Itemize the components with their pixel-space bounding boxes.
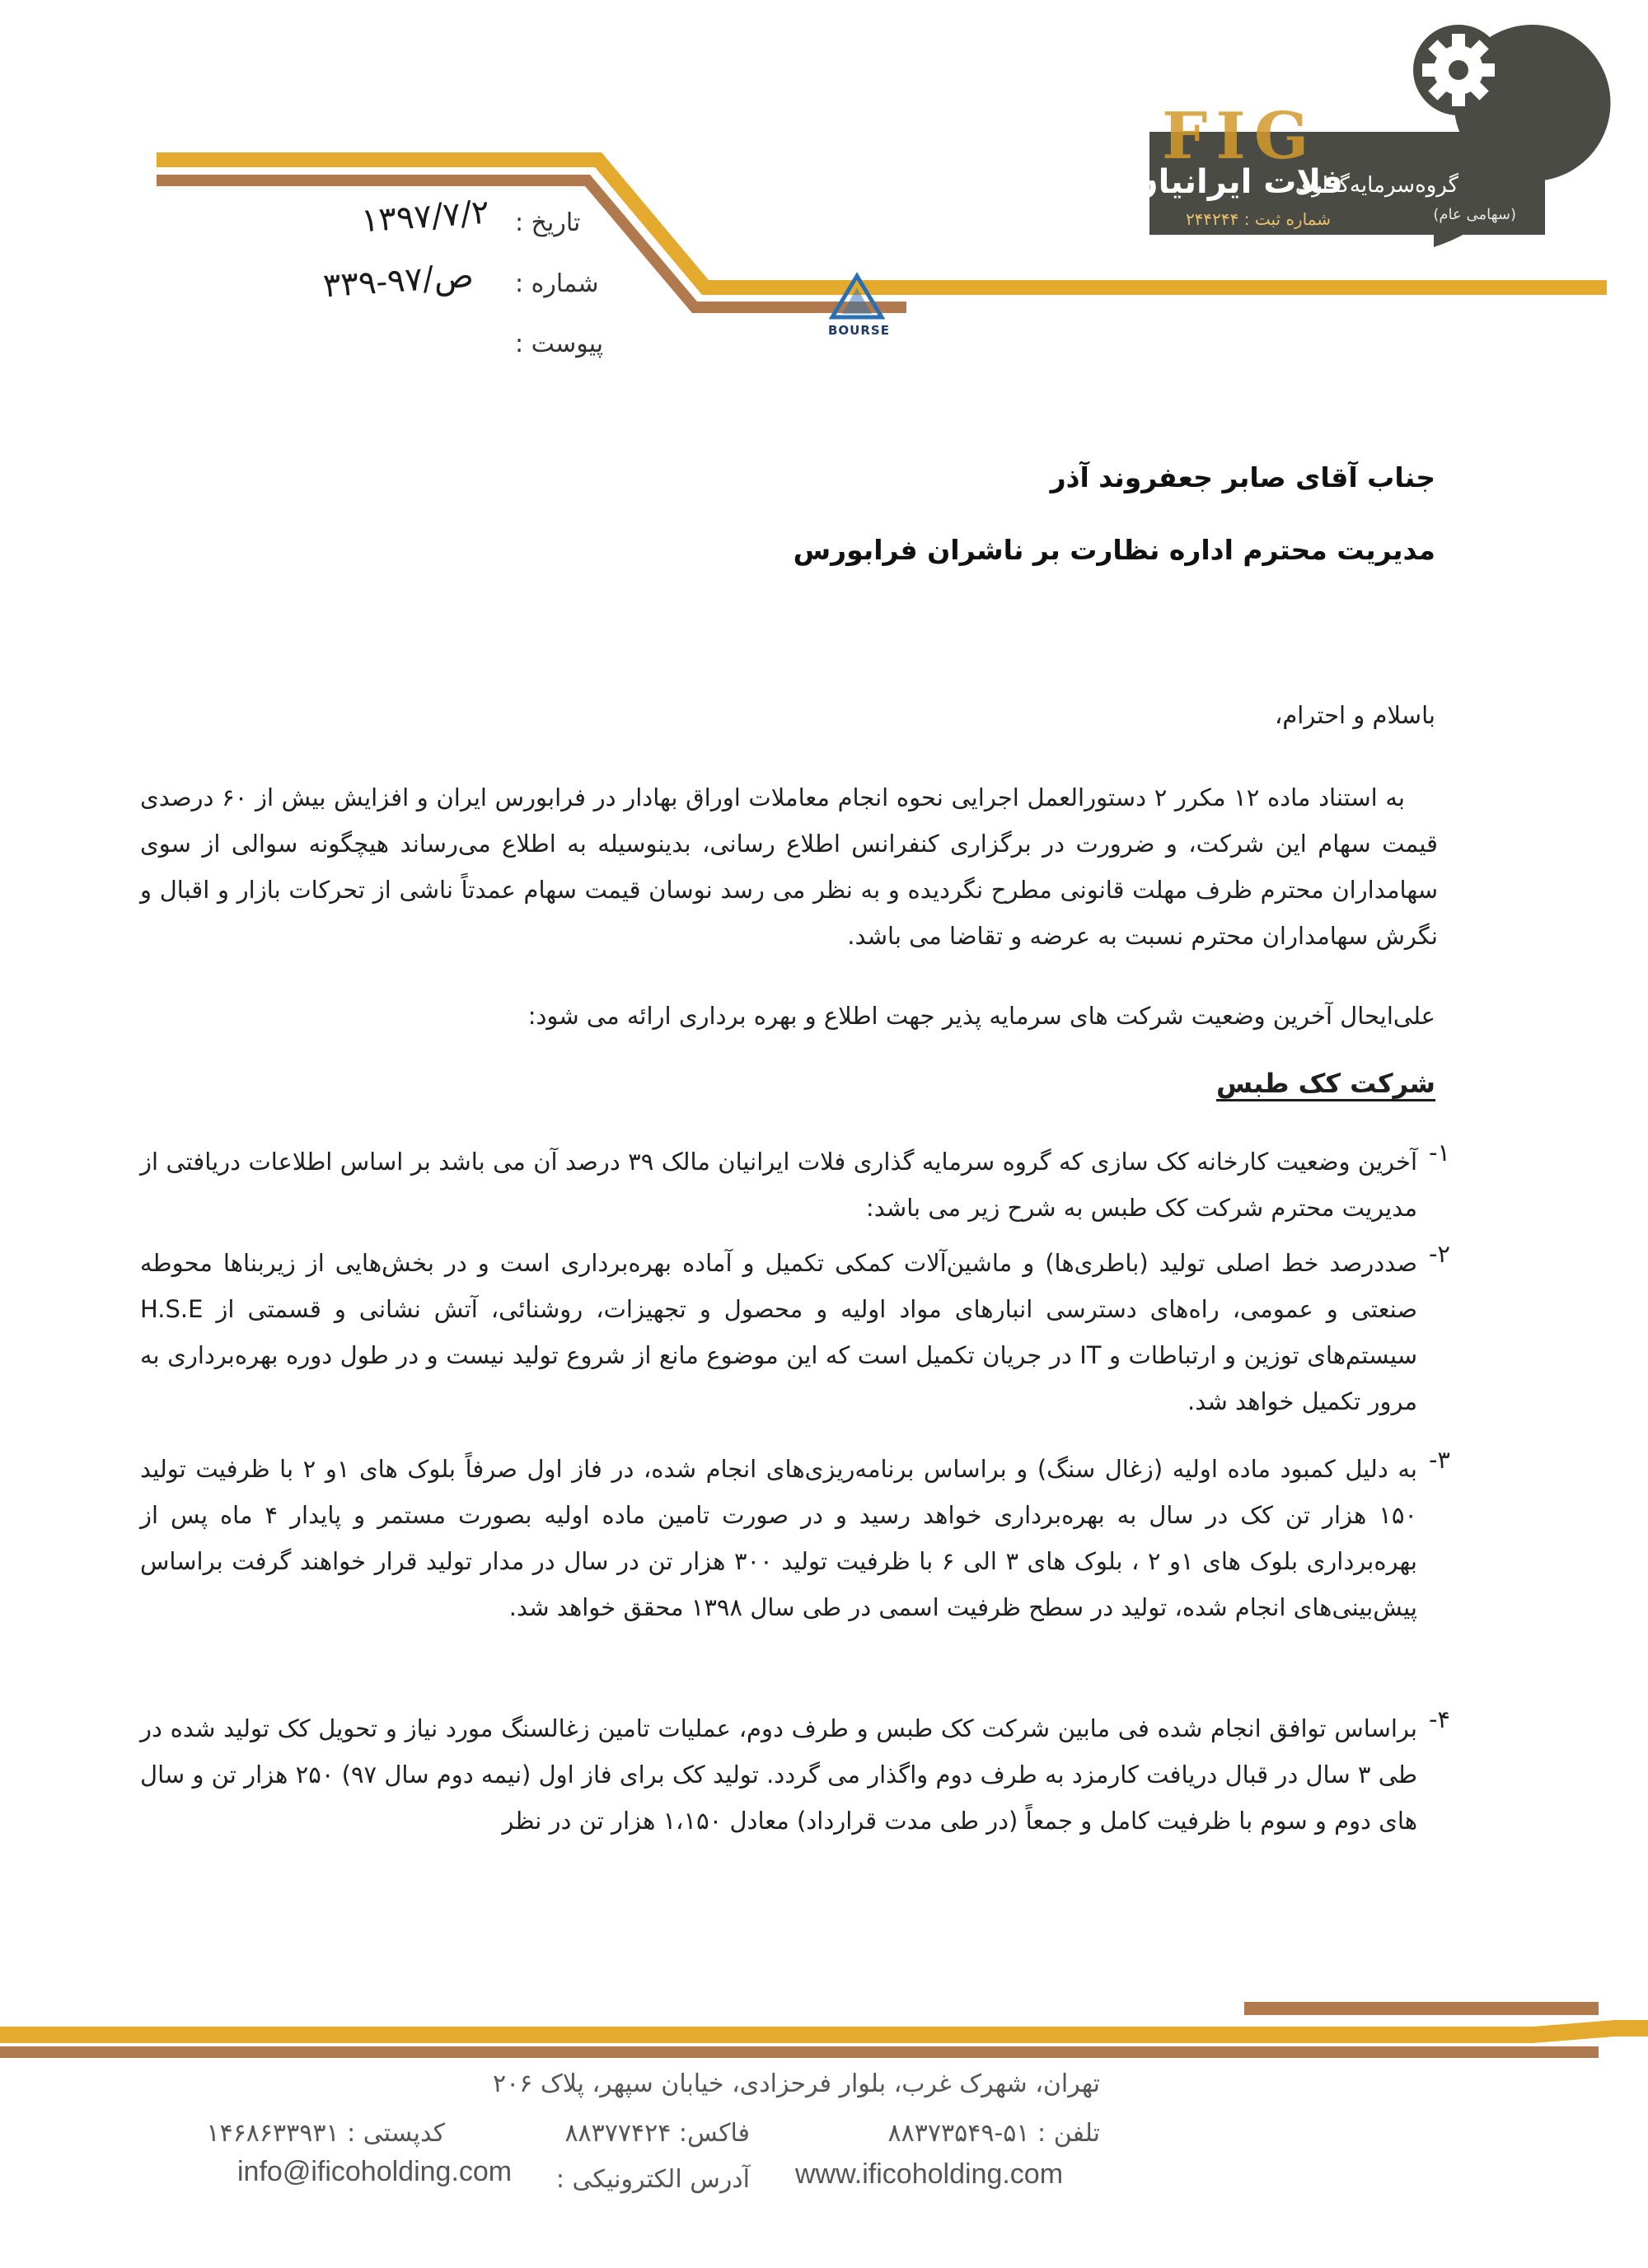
- footer-fax: فاکس: ۸۸۳۷۷۴۲۴: [564, 2119, 750, 2148]
- item-1: [140, 1139, 1450, 1231]
- item-2: [140, 1240, 1450, 1424]
- intro-paragraph: به استناد ماده ۱۲ مکرر ۲ دستورالعمل اجرایی نحوه انجام معاملات اوراق بهادار در فرابورس ایران و افزایش بیش از ۶۰ درصدی قیمت سهام این شرکت، و ضرورت در برگزاری کنفرانس اطلاع رسانی، بدینوسیله به اطلاع می‌رساند هیچگونه سوالی از سوی سهامداران محترم ظرف مهلت قانونی مطرح نگردیده و به نظر می رسد نوسان قیمت سهام عمدتاً ناشی از تحرکات بازار و اقبال و نگرش سهامداران محترم نسبت به عرضه و تقاضا می باشد.: [140, 783, 1438, 950]
- gear-icon: [1422, 34, 1495, 106]
- item-number: ۱-: [1428, 1139, 1450, 1167]
- item-text: صددرصد خط اصلی تولید (باطری‌ها) و ماشین‌آلات کمکی تکمیل و آماده بهره‌برداری است و در بخش‌هایی از زیربناها محوطه صنعتی و عمومی، راه‌های دسترسی انبارهای مواد اولیه و محصول و تجهیزات، روشنائی، آتش نشانی و قسمتی از H.S.E سیستم‌های توزین و ارتباطات و IT در جریان تکمیل است که این موضوع مانع از شروع تولید نیست و در طول دوره بهره‌برداری به مرور تکمیل خواهد شد.: [140, 1249, 1417, 1415]
- footer-postal-code: کدپستی : ۱۴۶۸۶۳۳۹۳۱: [206, 2119, 445, 2148]
- gold-stripe-right: [906, 280, 1607, 295]
- item-text: براساس توافق انجام شده فی مابین شرکت کک طبس و طرف دوم، عملیات تامین زغالسنگ مورد نیاز و تحویل کک تولید شده در طی ۳ سال در قبال دریافت کارمزد به طرف دوم واگذار می گردد. تولید کک برای فاز اول (نیمه دوم سال ۹۷) ۲۵۰ هزار تن و سال های دوم و سوم با ظرفیت کامل و جمعاً (در طی مدت قرارداد) معادل ۱،۱۵۰ هزار تن در نظر: [140, 1714, 1417, 1835]
- item-3: [140, 1446, 1450, 1630]
- item-text: به دلیل کمبود ماده اولیه (زغال سنگ) و براساس برنامه‌ریزی‌های انجام شده، در فاز اول صرفاً بلوک های ۱و ۲ با ظرفیت تولید ۱۵۰ هزار تن کک در سال به بهره‌برداری خواهد رسید و در صورت تامین ماده اولیه بصورت مستمر و پایدار ۴ ماه پس از بهره‌برداری بلوک های ۱و ۲ ، بلوک های ۳ الی ۶ با ظرفیت تولید ۳۰۰ هزار تن در سال در مدار تولید قرار خواهند گرفت براساس پیش‌بینی‌های انجام شده، تولید در سطح ظرفیت اسمی در طی سال ۱۳۹۸ محقق خواهد شد.: [140, 1455, 1417, 1621]
- section-title: شرکت کک طبس: [1216, 1068, 1435, 1099]
- date-label: تاریخ :: [515, 208, 581, 237]
- company-prefix: گروه‌سرمایه‌گذاری: [1295, 173, 1458, 198]
- number-value: ص/۹۷-۳۳۹: [321, 256, 475, 306]
- footer-phone: تلفن : ۵۱-۸۸۳۷۳۵۴۹: [887, 2119, 1100, 2148]
- footer-website[interactable]: www.ificoholding.com: [795, 2158, 1064, 2190]
- greeting: باسلام و احترام،: [1274, 701, 1435, 729]
- footer-email-label: آدرس الکترونیکی :: [555, 2165, 750, 2194]
- brown-stripe-footer: [1244, 2002, 1599, 2015]
- registration-number: شماره ثبت : ۲۴۴۲۴۴: [1185, 209, 1331, 229]
- footer-band: [0, 1994, 1648, 2060]
- brown-stripe-footer-low: [0, 2046, 1599, 2058]
- item-number: ۲-: [1428, 1240, 1450, 1268]
- addressee-title: مدیریت محترم اداره نظارت بر ناشران فرابورس: [793, 534, 1435, 566]
- item-text: آخرین وضعیت کارخانه کک سازی که گروه سرمایه گذاری فلات ایرانیان مالک ۳۹ درصد آن می باشد بر اساس اطلاعات دریافتی از مدیریت محترم شرکت کک طبس به شرح زیر می باشد:: [140, 1148, 1417, 1222]
- item-number: ۳-: [1428, 1446, 1450, 1474]
- footer-email[interactable]: info@ificoholding.com: [237, 2156, 513, 2187]
- transition-paragraph: علی‌ایحال آخرین وضعیت شرکت های سرمایه پذیر جهت اطلاع و بهره برداری ارائه می شود:: [527, 1002, 1435, 1030]
- item-number: ۴-: [1428, 1705, 1450, 1733]
- company-name: فلات ایرانیان: [1130, 163, 1343, 201]
- addressee-name: جناب آقای صابر جعفروند آذر: [1050, 461, 1435, 493]
- company-type: (سهامی عام): [1433, 206, 1516, 223]
- number-label: شماره :: [515, 269, 599, 298]
- gold-stripe-footer: [0, 2020, 1648, 2043]
- footer-address: تهران، شهرک غرب، بلوار فرحزادی، خیابان سپهر، پلاک ۲۰۶: [492, 2069, 1100, 2098]
- date-value: ۱۳۹۷/۷/۲: [359, 193, 491, 241]
- bourse-label: BOURSE: [828, 323, 890, 338]
- item-4: [140, 1705, 1450, 1844]
- attachment-label: پیوست :: [515, 330, 604, 358]
- gold-stripe-top: [157, 152, 1154, 295]
- logo-letters: FIG: [1162, 99, 1318, 174]
